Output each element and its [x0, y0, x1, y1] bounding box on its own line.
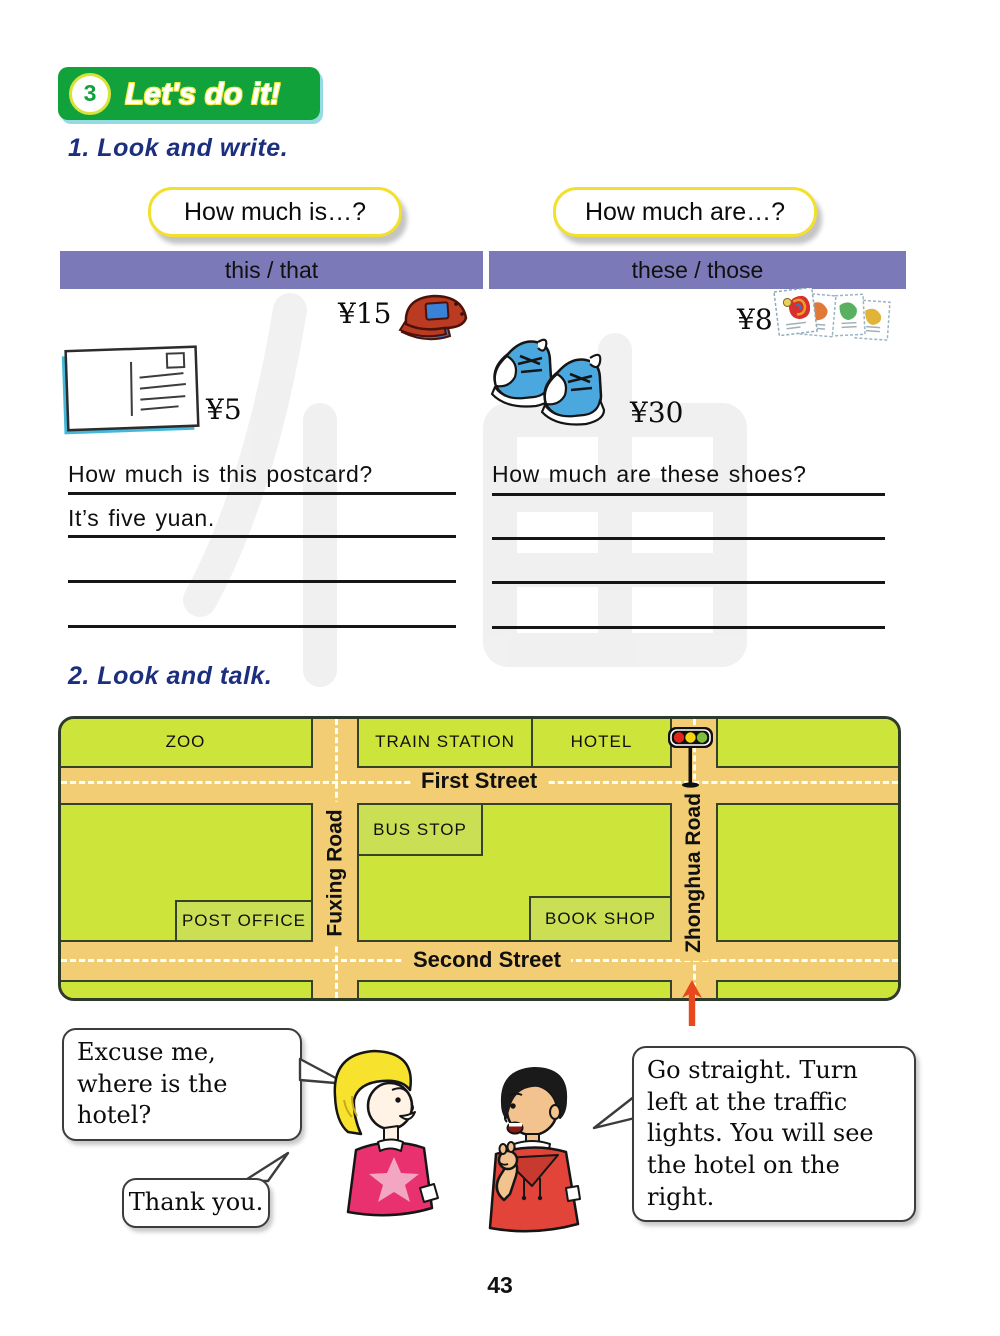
writing-line — [492, 493, 885, 496]
lesson-banner — [58, 67, 320, 120]
map-block-hotel: HOTEL — [531, 716, 672, 768]
map-block-zoo: ZOO — [58, 716, 313, 768]
map-block-bottom-center — [357, 980, 672, 1001]
column-header-singular: this / that — [60, 251, 483, 289]
up-arrow-icon — [681, 980, 703, 1026]
writing-line — [492, 581, 885, 584]
map-block-mid-right — [716, 803, 901, 942]
map-block-bottom-left — [58, 980, 313, 1001]
section1-heading: 1. Look and write. — [68, 134, 289, 162]
writing-line — [68, 580, 456, 583]
section2-heading: 2. Look and talk. — [68, 662, 273, 690]
shoes-image — [486, 330, 631, 434]
map-block-top-right — [716, 716, 901, 768]
writing-line — [492, 626, 885, 629]
map-block-bottom-right — [716, 980, 901, 1001]
children-illustration — [298, 1038, 633, 1268]
writing-line — [68, 492, 456, 495]
prompt-how-much-is: How much is…? — [148, 187, 402, 237]
speech-bubble-thanks: Thank you. — [122, 1178, 270, 1228]
stamps-image — [772, 288, 898, 350]
street-label-first: First Street — [411, 768, 547, 794]
map-block-train-station: TRAIN STATION — [357, 716, 533, 768]
writing-line — [68, 625, 456, 628]
writing-line — [68, 535, 456, 538]
lesson-title: Let's do it! — [125, 75, 281, 111]
postcard-image — [60, 344, 202, 438]
lesson-number-badge: 3 — [69, 73, 111, 115]
map-block-post-office: POST OFFICE — [175, 900, 313, 942]
map-block-book-shop: BOOK SHOP — [529, 896, 672, 942]
writing-line — [492, 537, 885, 540]
traffic-light-icon — [665, 725, 717, 793]
left-question-text: How much is this postcard? — [68, 461, 373, 487]
left-answer-text: It’s five yuan. — [68, 505, 215, 531]
speech-bubble-question: Excuse me, where is the hotel? — [62, 1028, 302, 1141]
speech-bubble-answer: Go straight. Turn left at the traffic lights. You will see the hotel on the right. — [632, 1046, 916, 1222]
girl-figure — [335, 1051, 438, 1215]
column-header-plural: these / those — [489, 251, 906, 289]
page-number: 43 — [487, 1272, 513, 1298]
cap-price: ¥15 — [338, 297, 392, 330]
boy-figure — [490, 1068, 580, 1231]
right-question-text: How much are these shoes? — [492, 461, 807, 487]
map-block-bus-stop: BUS STOP — [357, 803, 483, 856]
shoes-price: ¥30 — [630, 396, 684, 429]
cap-image — [392, 286, 478, 346]
prompt-how-much-are: How much are…? — [553, 187, 817, 237]
street-map — [58, 716, 901, 1001]
stamps-price: ¥8 — [737, 303, 773, 336]
street-label-second: Second Street — [403, 947, 571, 973]
postcard-price: ¥5 — [206, 393, 242, 426]
road-label-fuxing: Fuxing Road — [311, 803, 361, 943]
road-label-zhonghua: Zhonghua Road — [669, 797, 719, 949]
